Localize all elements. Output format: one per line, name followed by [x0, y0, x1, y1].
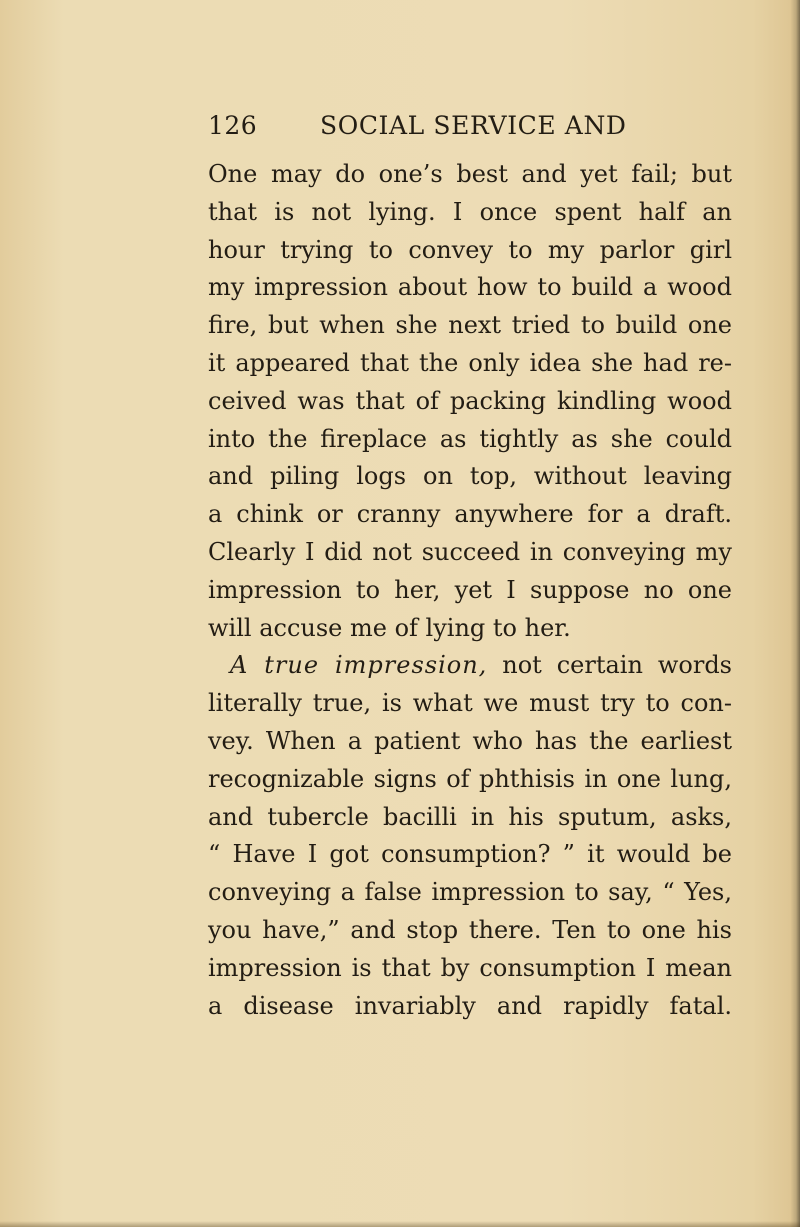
text-line: fire, but when she next tried to build one	[208, 311, 732, 340]
text-line: One may do one’s best and yet fail; but	[208, 160, 732, 188]
page-edge-shadow-right	[790, 0, 800, 1227]
text-line: into the fireplace as tightly as she could	[208, 424, 732, 453]
page-edge-shadow-bottom	[0, 1221, 800, 1227]
page-number: 126	[208, 111, 258, 140]
text-line: and piling logs on top, without leaving	[208, 462, 732, 491]
paragraph-start-line	[208, 647, 732, 685]
text-line: my impression about how to build a wood	[208, 273, 732, 302]
body-text	[208, 156, 732, 1025]
text-line: and tubercle bacilli in his sputum, asks,	[208, 802, 732, 831]
text-line: it appeared that the only idea she had re-	[208, 348, 732, 377]
paragraph-end-line: will accuse me of lying to her.	[208, 613, 571, 642]
page-header	[208, 111, 628, 147]
text-line: impression to her, yet I suppose no one	[208, 575, 732, 604]
text-line: recognizable signs of phthisis in one lung,	[208, 764, 732, 793]
text-line: literally true, is what we must try to con-	[208, 689, 732, 718]
text-line: that is not lying. I once spent half an	[208, 197, 732, 226]
text-line: “ Have I got consumption? ” it would be	[208, 840, 732, 869]
running-head: SOCIAL SERVICE AND	[320, 111, 627, 140]
text-line: ceived was that of packing kindling wood	[208, 386, 732, 415]
emphasized-phrase: A true impression,	[230, 651, 488, 680]
text-line: conveying a false impression to say, “ Yes,	[208, 878, 732, 907]
text-line: you have,” and stop there. Ten to one his	[208, 915, 732, 944]
text-line: vey. When a patient who has the earliest	[208, 726, 732, 755]
text-line: a disease invariably and rapidly fatal.	[208, 991, 732, 1020]
text-line-remainder: not certain words	[502, 651, 732, 680]
text-line: Clearly I did not succeed in conveying my	[208, 537, 732, 566]
text-line: a chink or cranny anywhere for a draft.	[208, 500, 732, 529]
text-line: hour trying to convey to my parlor girl	[208, 235, 732, 264]
text-line: impression is that by consumption I mean	[208, 953, 732, 982]
